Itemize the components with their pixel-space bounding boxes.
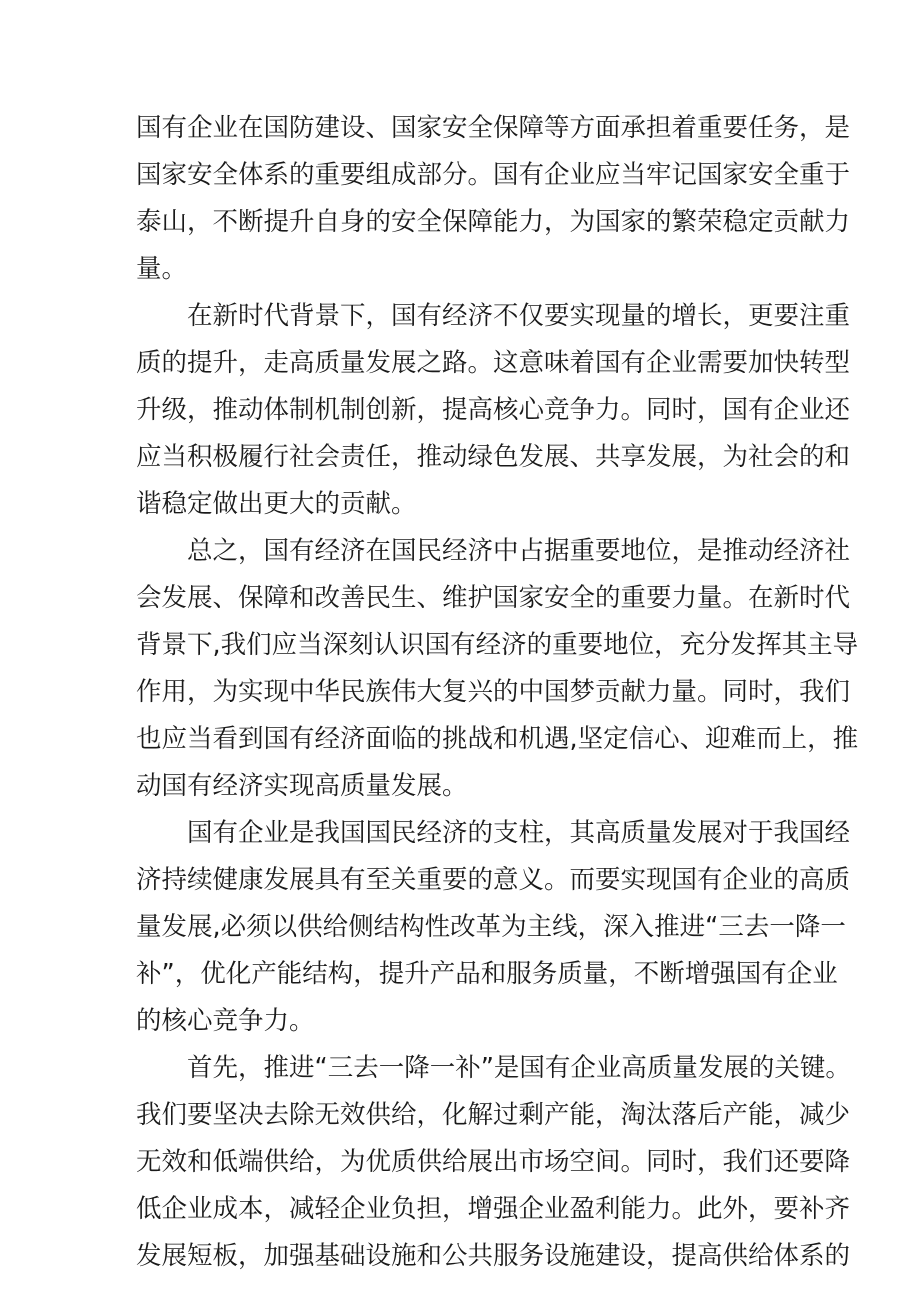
text-line: 在新时代背景下，国有经济不仅要实现量的增长，更要注重 <box>187 301 851 331</box>
text-line: 无效和低端供给，为优质供给展出市场空间。同时，我们还要降 <box>136 1147 851 1177</box>
text-line: 国有企业在国防建设、国家安全保障等方面承担着重要任务，是 <box>136 113 851 143</box>
text-line: 发展短板，加强基础设施和公共服务设施建设，提高供给体系的 <box>136 1241 851 1271</box>
text-line: 也应当看到国有经济面临的挑战和机遇,坚定信心、迎难而上，推 <box>136 724 859 754</box>
text-line: 泰山，不断提升自身的安全保障能力，为国家的繁荣稳定贡献力 <box>136 207 851 237</box>
text-line: 的核心竞争力。 <box>136 1006 315 1036</box>
text-line: 低企业成本，减轻企业负担，增强企业盈利能力。此外，要补齐 <box>136 1194 851 1224</box>
text-line: 谐稳定做出更大的贡献。 <box>136 489 417 519</box>
text-line: 总之，国有经济在国民经济中占据重要地位，是推动经济社 <box>187 536 851 566</box>
text-line: 补”，优化产能结构，提升产品和服务质量，不断增强国有企业 <box>136 959 838 989</box>
text-line: 升级，推动体制机制创新，提高核心竞争力。同时，国有企业还 <box>136 395 851 425</box>
text-line: 国家安全体系的重要组成部分。国有企业应当牢记国家安全重于 <box>136 160 851 190</box>
text-line: 量发展,必须以供给侧结构性改革为主线，深入推进“三去一降一 <box>136 912 846 942</box>
text-line: 量。 <box>136 254 188 284</box>
text-line: 首先，推进“三去一降一补”是国有企业高质量发展的关键。 <box>187 1053 851 1083</box>
text-line: 国有企业是我国国民经济的支柱，其高质量发展对于我国经 <box>187 818 851 848</box>
text-line: 会发展、保障和改善民生、维护国家安全的重要力量。在新时代 <box>136 583 851 613</box>
text-line: 济持续健康发展具有至关重要的意义。而要实现国有企业的高质 <box>136 865 851 895</box>
text-line: 动国有经济实现高质量发展。 <box>136 771 468 801</box>
text-line: 应当积极履行社会责任，推动绿色发展、共享发展，为社会的和 <box>136 442 851 472</box>
text-line: 质的提升，走高质量发展之路。这意味着国有企业需要加快转型 <box>136 348 851 378</box>
text-line: 作用，为实现中华民族伟大复兴的中国梦贡献力量。同时，我们 <box>136 677 851 707</box>
text-line: 我们要坚决去除无效供给，化解过剩产能，淘汰落后产能，减少 <box>136 1100 851 1130</box>
text-line: 背景下,我们应当深刻认识国有经济的重要地位，充分发挥其主导 <box>136 630 859 660</box>
